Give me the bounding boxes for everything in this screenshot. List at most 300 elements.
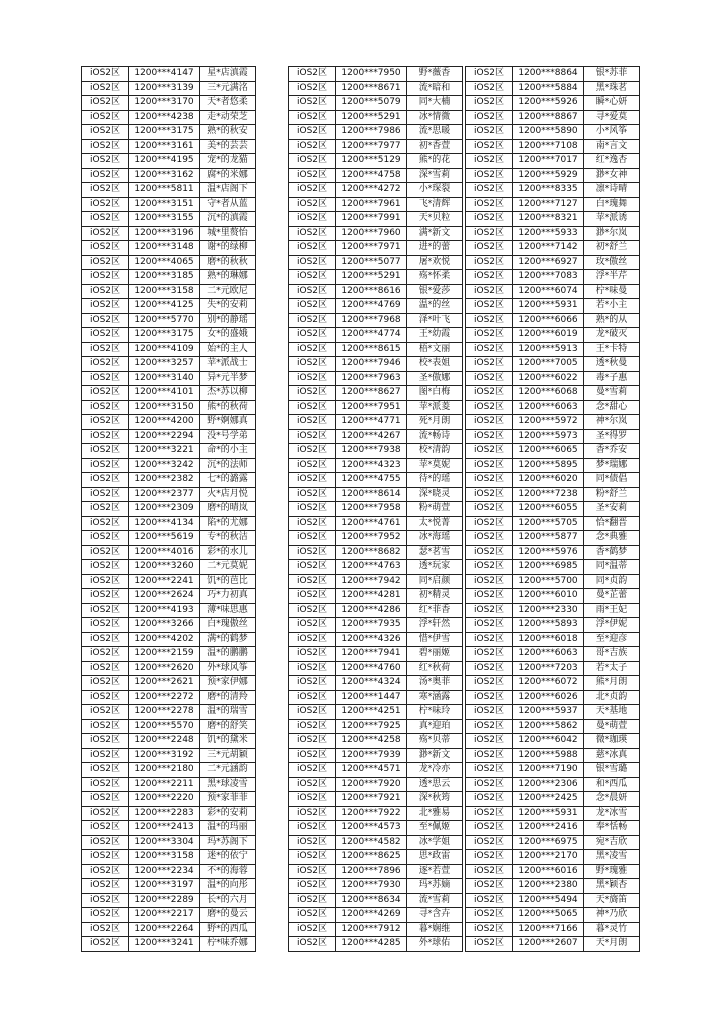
table-row xyxy=(82,400,256,415)
player-id-cell: 1200***7142 xyxy=(513,241,584,256)
player-name-cell: 小*风筝 xyxy=(584,125,640,140)
table-row xyxy=(82,429,256,444)
server-cell: iOS2区 xyxy=(289,125,336,140)
player-name-cell: 谢*的绿柳 xyxy=(200,241,256,256)
player-name-cell: 至*佩姬 xyxy=(407,821,463,836)
player-id-cell: 1200***3162 xyxy=(129,168,200,183)
server-cell: iOS2区 xyxy=(466,313,513,328)
player-name-cell: 磨*的曼云 xyxy=(200,908,256,923)
player-name-cell: 二*元莫妮 xyxy=(200,560,256,575)
player-id-cell: 1200***5700 xyxy=(513,574,584,589)
player-id-cell: 1200***6066 xyxy=(513,313,584,328)
table-row xyxy=(289,879,463,894)
player-id-cell: 1200***7935 xyxy=(336,618,407,633)
player-name-cell: 玛*苏阁下 xyxy=(200,835,256,850)
player-id-cell: 1200***7925 xyxy=(336,719,407,734)
server-cell: iOS2区 xyxy=(82,226,129,241)
player-name-cell: 念*典雅 xyxy=(584,531,640,546)
player-name-cell: 浮*半芹 xyxy=(584,270,640,285)
player-name-cell: 泽*叶飞 xyxy=(407,313,463,328)
server-cell: iOS2区 xyxy=(82,835,129,850)
player-id-cell: 1200***3266 xyxy=(129,618,200,633)
player-id-cell: 1200***6019 xyxy=(513,328,584,343)
player-id-cell: 1200***3196 xyxy=(129,226,200,241)
player-id-cell: 1200***7963 xyxy=(336,371,407,386)
player-id-cell: 1200***4285 xyxy=(336,937,407,952)
server-cell: iOS2区 xyxy=(466,342,513,357)
player-name-cell: 迷*的依宁 xyxy=(200,850,256,865)
table-row xyxy=(466,96,640,111)
table-row xyxy=(289,328,463,343)
table-row xyxy=(466,487,640,502)
server-cell: iOS2区 xyxy=(289,255,336,270)
player-id-cell: 1200***3260 xyxy=(129,560,200,575)
player-name-cell: 杰*苏以柳 xyxy=(200,386,256,401)
player-name-cell: 女*的盛娥 xyxy=(200,328,256,343)
player-id-cell: 1200***2211 xyxy=(129,777,200,792)
player-id-cell: 1200***2234 xyxy=(129,864,200,879)
server-cell: iOS2区 xyxy=(82,96,129,111)
table-row xyxy=(466,400,640,415)
player-name-cell: 温*的向彤 xyxy=(200,879,256,894)
table-row xyxy=(466,835,640,850)
server-cell: iOS2区 xyxy=(289,748,336,763)
player-id-cell: 1200***4134 xyxy=(129,516,200,531)
server-cell: iOS2区 xyxy=(466,632,513,647)
table-row xyxy=(466,313,640,328)
server-cell: iOS2区 xyxy=(82,864,129,879)
server-cell: iOS2区 xyxy=(289,212,336,227)
player-name-cell: 暮*灵竹 xyxy=(584,922,640,937)
player-id-cell: 1200***5079 xyxy=(336,96,407,111)
player-id-cell: 1200***4324 xyxy=(336,676,407,691)
server-cell: iOS2区 xyxy=(466,67,513,82)
server-cell: iOS2区 xyxy=(466,284,513,299)
player-name-cell: 饥*的黛米 xyxy=(200,734,256,749)
table-row xyxy=(289,763,463,778)
table-row xyxy=(466,67,640,82)
player-id-cell: 1200***7971 xyxy=(336,241,407,256)
player-name-cell: 进*的蕾 xyxy=(407,241,463,256)
server-cell: iOS2区 xyxy=(82,125,129,140)
player-id-cell: 1200***7005 xyxy=(513,357,584,372)
player-name-cell: 瑟*茗雪 xyxy=(407,545,463,560)
player-name-cell: 冰*学姐 xyxy=(407,835,463,850)
server-cell: iOS2区 xyxy=(82,560,129,575)
player-name-cell: 走*动荣芝 xyxy=(200,110,256,125)
player-id-cell: 1200***4582 xyxy=(336,835,407,850)
table-row xyxy=(466,473,640,488)
server-cell: iOS2区 xyxy=(466,690,513,705)
table-row xyxy=(82,270,256,285)
player-id-cell: 1200***3151 xyxy=(129,197,200,212)
table-row xyxy=(466,574,640,589)
server-cell: iOS2区 xyxy=(82,777,129,792)
player-id-cell: 1200***7991 xyxy=(336,212,407,227)
player-name-cell: 彩*的安莉 xyxy=(200,806,256,821)
table-row xyxy=(466,125,640,140)
player-id-cell: 1200***5893 xyxy=(513,618,584,633)
table-row xyxy=(82,560,256,575)
player-id-cell: 1200***6975 xyxy=(513,835,584,850)
table-row xyxy=(82,284,256,299)
server-cell: iOS2区 xyxy=(82,487,129,502)
table-row xyxy=(289,792,463,807)
table-row xyxy=(466,429,640,444)
player-id-cell: 1200***4193 xyxy=(129,603,200,618)
player-id-cell: 1200***2607 xyxy=(513,937,584,952)
player-id-cell: 1200***4323 xyxy=(336,458,407,473)
player-name-cell: 念*晨妍 xyxy=(584,792,640,807)
player-id-cell: 1200***2416 xyxy=(513,821,584,836)
player-id-cell: 1200***5890 xyxy=(513,125,584,140)
player-id-cell: 1200***3158 xyxy=(129,850,200,865)
server-cell: iOS2区 xyxy=(289,690,336,705)
server-cell: iOS2区 xyxy=(289,386,336,401)
player-id-cell: 1200***6065 xyxy=(513,444,584,459)
server-cell: iOS2区 xyxy=(289,719,336,734)
server-cell: iOS2区 xyxy=(289,618,336,633)
server-cell: iOS2区 xyxy=(289,545,336,560)
player-name-cell: 预*家伊娜 xyxy=(200,676,256,691)
server-cell: iOS2区 xyxy=(289,67,336,82)
server-cell: iOS2区 xyxy=(82,386,129,401)
player-id-cell: 1200***3139 xyxy=(129,81,200,96)
server-cell: iOS2区 xyxy=(289,661,336,676)
player-id-cell: 1200***7108 xyxy=(513,139,584,154)
server-cell: iOS2区 xyxy=(466,661,513,676)
table-row xyxy=(82,139,256,154)
table-row xyxy=(289,676,463,691)
server-cell: iOS2区 xyxy=(466,255,513,270)
player-name-cell: 沉*的滇霞 xyxy=(200,212,256,227)
server-cell: iOS2区 xyxy=(289,487,336,502)
player-id-cell: 1200***7958 xyxy=(336,502,407,517)
player-name-cell: 小*琛裂 xyxy=(407,183,463,198)
table-row xyxy=(466,719,640,734)
player-id-cell: 1200***6055 xyxy=(513,502,584,517)
server-cell: iOS2区 xyxy=(82,850,129,865)
player-id-cell: 1200***8614 xyxy=(336,487,407,502)
player-name-cell: 同*大楠 xyxy=(407,96,463,111)
server-cell: iOS2区 xyxy=(82,705,129,720)
player-name-cell: 苹*派战士 xyxy=(200,357,256,372)
player-name-cell: 苹*派诱 xyxy=(584,212,640,227)
table-row xyxy=(82,763,256,778)
player-id-cell: 1200***5973 xyxy=(513,429,584,444)
table-row xyxy=(289,429,463,444)
table-row xyxy=(289,748,463,763)
table-row xyxy=(466,777,640,792)
server-cell: iOS2区 xyxy=(82,357,129,372)
server-cell: iOS2区 xyxy=(289,415,336,430)
table-row xyxy=(466,821,640,836)
table-row xyxy=(82,603,256,618)
player-name-cell: 香*鹤梦 xyxy=(584,545,640,560)
server-cell: iOS2区 xyxy=(289,473,336,488)
player-name-cell: 薄*味思惠 xyxy=(200,603,256,618)
player-name-cell: 圣*傲娜 xyxy=(407,371,463,386)
table-row xyxy=(289,502,463,517)
player-id-cell: 1200***2220 xyxy=(129,792,200,807)
server-cell: iOS2区 xyxy=(466,908,513,923)
player-name-cell: 寻*含卉 xyxy=(407,908,463,923)
player-table-1 xyxy=(81,66,256,952)
table-row xyxy=(82,589,256,604)
player-name-cell: 粉*萌萱 xyxy=(407,502,463,517)
server-cell: iOS2区 xyxy=(466,603,513,618)
server-cell: iOS2区 xyxy=(466,241,513,256)
table-row xyxy=(466,560,640,575)
server-cell: iOS2区 xyxy=(289,96,336,111)
player-id-cell: 1200***6927 xyxy=(513,255,584,270)
player-name-cell: 殇*怀柔 xyxy=(407,270,463,285)
player-id-cell: 1200***7986 xyxy=(336,125,407,140)
player-name-cell: 若*小主 xyxy=(584,299,640,314)
player-id-cell: 1200***5931 xyxy=(513,806,584,821)
table-row xyxy=(289,342,463,357)
player-name-cell: 北*雅易 xyxy=(407,806,463,821)
player-id-cell: 1200***7083 xyxy=(513,270,584,285)
table-row xyxy=(466,386,640,401)
server-cell: iOS2区 xyxy=(82,255,129,270)
table-row xyxy=(466,415,640,430)
player-name-cell: 二*元涵韵 xyxy=(200,763,256,778)
player-id-cell: 1200***7939 xyxy=(336,748,407,763)
table-row xyxy=(466,299,640,314)
table-row xyxy=(466,676,640,691)
table-row xyxy=(289,618,463,633)
table-row xyxy=(82,487,256,502)
player-name-cell: 野*薇香 xyxy=(407,67,463,82)
server-cell: iOS2区 xyxy=(82,154,129,169)
table-row xyxy=(289,255,463,270)
table-row xyxy=(82,299,256,314)
player-id-cell: 1200***5988 xyxy=(513,748,584,763)
server-cell: iOS2区 xyxy=(289,357,336,372)
player-name-cell: 神*尔岚 xyxy=(584,415,640,430)
player-name-cell: 恰*翻晋 xyxy=(584,516,640,531)
table-row xyxy=(82,690,256,705)
player-id-cell: 1200***8627 xyxy=(336,386,407,401)
table-row xyxy=(466,168,640,183)
table-row xyxy=(289,574,463,589)
server-cell: iOS2区 xyxy=(289,429,336,444)
table-row xyxy=(289,473,463,488)
table-row xyxy=(466,444,640,459)
player-name-cell: 奉*恬畅 xyxy=(584,821,640,836)
table-row xyxy=(289,734,463,749)
server-cell: iOS2区 xyxy=(466,545,513,560)
server-cell: iOS2区 xyxy=(82,893,129,908)
table-row xyxy=(466,632,640,647)
table-row xyxy=(289,241,463,256)
player-id-cell: 1200***4761 xyxy=(336,516,407,531)
table-row xyxy=(289,821,463,836)
server-cell: iOS2区 xyxy=(466,270,513,285)
player-name-cell: 野*婀娜真 xyxy=(200,415,256,430)
player-id-cell: 1200***3221 xyxy=(129,444,200,459)
player-id-cell: 1200***6074 xyxy=(513,284,584,299)
table-row xyxy=(466,893,640,908)
table-row xyxy=(466,531,640,546)
player-name-cell: 思*政雷 xyxy=(407,850,463,865)
server-cell: iOS2区 xyxy=(289,342,336,357)
table-row xyxy=(82,212,256,227)
player-id-cell: 1200***7942 xyxy=(336,574,407,589)
table-row xyxy=(82,719,256,734)
server-cell: iOS2区 xyxy=(82,908,129,923)
player-name-cell: 白*瑰傲丝 xyxy=(200,618,256,633)
table-row xyxy=(289,835,463,850)
server-cell: iOS2区 xyxy=(289,879,336,894)
player-name-cell: 柠*味曼 xyxy=(584,284,640,299)
player-name-cell: 星*店滇霞 xyxy=(200,67,256,82)
player-id-cell: 1200***8671 xyxy=(336,81,407,96)
player-id-cell: 1200***3242 xyxy=(129,458,200,473)
server-cell: iOS2区 xyxy=(466,647,513,662)
server-cell: iOS2区 xyxy=(82,400,129,415)
player-id-cell: 1200***7190 xyxy=(513,763,584,778)
table-row xyxy=(289,371,463,386)
server-cell: iOS2区 xyxy=(82,531,129,546)
player-id-cell: 1200***4258 xyxy=(336,734,407,749)
server-cell: iOS2区 xyxy=(466,806,513,821)
server-cell: iOS2区 xyxy=(82,313,129,328)
player-name-cell: 苹*派菱 xyxy=(407,400,463,415)
player-name-cell: 熟*的从 xyxy=(584,313,640,328)
player-name-cell: 冰*情微 xyxy=(407,110,463,125)
player-id-cell: 1200***4238 xyxy=(129,110,200,125)
player-id-cell: 1200***4272 xyxy=(336,183,407,198)
server-cell: iOS2区 xyxy=(289,589,336,604)
player-id-cell: 1200***2330 xyxy=(513,603,584,618)
player-name-cell: 同*启颜 xyxy=(407,574,463,589)
server-cell: iOS2区 xyxy=(466,502,513,517)
player-name-cell: 初*香萱 xyxy=(407,139,463,154)
player-name-cell: 柠*味乔娜 xyxy=(200,937,256,952)
player-table-3 xyxy=(465,66,640,952)
player-name-cell: 外*球风筝 xyxy=(200,661,256,676)
server-cell: iOS2区 xyxy=(466,748,513,763)
table-row xyxy=(82,661,256,676)
player-name-cell: 黑*凌雪 xyxy=(584,850,640,865)
player-name-cell: 流*思暖 xyxy=(407,125,463,140)
player-table-2 xyxy=(288,66,463,952)
server-cell: iOS2区 xyxy=(466,197,513,212)
table-row xyxy=(289,908,463,923)
player-name-cell: 粉*舒兰 xyxy=(584,487,640,502)
server-cell: iOS2区 xyxy=(289,734,336,749)
player-id-cell: 1200***2306 xyxy=(513,777,584,792)
server-cell: iOS2区 xyxy=(466,400,513,415)
player-id-cell: 1200***5494 xyxy=(513,893,584,908)
server-cell: iOS2区 xyxy=(82,168,129,183)
table-row xyxy=(466,792,640,807)
table-row xyxy=(289,313,463,328)
player-name-cell: 渺*尔岚 xyxy=(584,226,640,241)
player-name-cell: 同*贞韵 xyxy=(584,574,640,589)
server-cell: iOS2区 xyxy=(82,270,129,285)
server-cell: iOS2区 xyxy=(289,603,336,618)
server-cell: iOS2区 xyxy=(466,473,513,488)
player-name-cell: 初*精灵 xyxy=(407,589,463,604)
player-id-cell: 1200***3304 xyxy=(129,835,200,850)
server-cell: iOS2区 xyxy=(466,589,513,604)
player-name-cell: 彩*的水儿 xyxy=(200,545,256,560)
player-id-cell: 1200***4774 xyxy=(336,328,407,343)
table-row xyxy=(82,850,256,865)
player-name-cell: 凛*诗晴 xyxy=(584,183,640,198)
player-name-cell: 银*爱莎 xyxy=(407,284,463,299)
player-name-cell: 神*乃欣 xyxy=(584,908,640,923)
player-id-cell: 1200***2413 xyxy=(129,821,200,836)
player-name-cell: 冰*海瑶 xyxy=(407,531,463,546)
server-cell: iOS2区 xyxy=(466,415,513,430)
player-name-cell: 暮*娴维 xyxy=(407,922,463,937)
player-name-cell: 天*旖笛 xyxy=(584,893,640,908)
server-cell: iOS2区 xyxy=(466,328,513,343)
player-name-cell: 磨*的舒笑 xyxy=(200,719,256,734)
player-id-cell: 1200***2294 xyxy=(129,429,200,444)
player-id-cell: 1200***3161 xyxy=(129,139,200,154)
server-cell: iOS2区 xyxy=(82,328,129,343)
player-id-cell: 1200***4109 xyxy=(129,342,200,357)
player-id-cell: 1200***3197 xyxy=(129,879,200,894)
player-id-cell: 1200***6026 xyxy=(513,690,584,705)
table-row xyxy=(289,154,463,169)
server-cell: iOS2区 xyxy=(289,516,336,531)
server-cell: iOS2区 xyxy=(289,313,336,328)
player-name-cell: 异*元半梦 xyxy=(200,371,256,386)
server-cell: iOS2区 xyxy=(289,154,336,169)
player-name-cell: 天*基地 xyxy=(584,705,640,720)
server-cell: iOS2区 xyxy=(82,473,129,488)
server-cell: iOS2区 xyxy=(289,299,336,314)
server-cell: iOS2区 xyxy=(289,110,336,125)
server-cell: iOS2区 xyxy=(466,110,513,125)
table-row xyxy=(82,197,256,212)
table-row xyxy=(466,284,640,299)
player-id-cell: 1200***2620 xyxy=(129,661,200,676)
table-row xyxy=(289,270,463,285)
table-row xyxy=(466,154,640,169)
server-cell: iOS2区 xyxy=(466,879,513,894)
player-name-cell: 玛*苏嫡 xyxy=(407,879,463,894)
table-row xyxy=(82,618,256,633)
player-name-cell: 宠*的龙猫 xyxy=(200,154,256,169)
table-row xyxy=(289,400,463,415)
player-id-cell: 1200***5129 xyxy=(336,154,407,169)
server-cell: iOS2区 xyxy=(82,371,129,386)
player-id-cell: 1200***5877 xyxy=(513,531,584,546)
player-name-cell: 野*瑰雅 xyxy=(584,864,640,879)
player-name-cell: 慈*冰真 xyxy=(584,748,640,763)
player-name-cell: 雨*王妃 xyxy=(584,603,640,618)
server-cell: iOS2区 xyxy=(82,806,129,821)
player-name-cell: 守*者从蓝 xyxy=(200,197,256,212)
server-cell: iOS2区 xyxy=(466,893,513,908)
server-cell: iOS2区 xyxy=(466,792,513,807)
table-row xyxy=(82,777,256,792)
server-cell: iOS2区 xyxy=(466,168,513,183)
player-name-cell: 熊*的花 xyxy=(407,154,463,169)
player-id-cell: 1200***4267 xyxy=(336,429,407,444)
player-name-cell: 白*瑰舞 xyxy=(584,197,640,212)
player-name-cell: 真*迎珀 xyxy=(407,719,463,734)
server-cell: iOS2区 xyxy=(82,719,129,734)
player-name-cell: 巧*力初真 xyxy=(200,589,256,604)
